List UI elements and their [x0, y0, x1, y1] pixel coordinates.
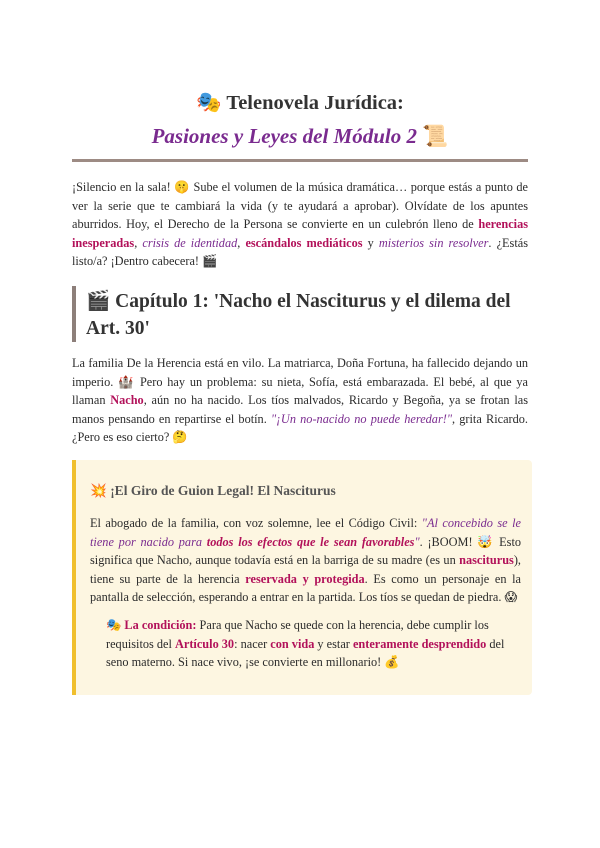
text: El abogado de la familia, con voz solemne, lee el Código Civil: — [90, 516, 422, 530]
castle-icon: 🏰 — [118, 374, 136, 389]
text: del seno materno. Si nace vivo, ¡se convierte en millonario! — [106, 636, 505, 669]
theater-masks-icon: 🎭 — [106, 618, 122, 632]
callout-title-text: ¡El Giro de Guion Legal! El Nasciturus — [110, 483, 336, 498]
italic-crisis: crisis de identidad — [142, 235, 238, 250]
text: Pero hay un problema: su nieta, Sofía, está embarazada. El bebé, al que ya llaman — [72, 374, 528, 407]
title-divider — [72, 159, 528, 162]
text: . ¿Estás listo/a? ¡Dentro cabecera! — [72, 235, 528, 268]
text: : nacer — [234, 636, 271, 651]
title-line-1 — [72, 88, 528, 117]
highlight-desprendido: enteramente desprendido — [352, 636, 487, 651]
highlight-reservada: reservada y protegida — [245, 571, 365, 586]
condition-note — [106, 616, 521, 672]
chapter-heading — [72, 286, 532, 342]
text: Esto significa que Nacho, aunque todavía está en la barriga de su madre (es un — [90, 534, 522, 567]
italic-misterios: misterios sin resolver — [378, 235, 489, 250]
text: , grita Ricardo. ¿Pero es eso cierto? — [72, 411, 528, 444]
title-text-2: Pasiones y Leyes del Módulo 2 — [151, 124, 417, 148]
clapper-board-icon: 🎬 — [86, 289, 111, 312]
screaming-face-icon: 😱 — [504, 590, 518, 604]
highlight-con-vida: con vida — [270, 636, 315, 651]
text: y — [362, 235, 379, 250]
highlight-nacho: Nacho — [110, 393, 144, 407]
highlight-articulo-30: Artículo 30 — [175, 636, 235, 651]
text: . Es como un personaje en la pantalla de selección, esperando a entrar en la partida. Los tíos se quedan de piedra. — [90, 571, 521, 604]
text: , — [237, 235, 246, 250]
text: , — [134, 235, 143, 250]
scroll-icon: 📜 — [422, 124, 449, 148]
exploding-head-icon: 🤯 — [477, 534, 495, 549]
title-line-2 — [72, 121, 528, 151]
thinking-face-icon: 🤔 — [172, 430, 188, 444]
theater-masks-icon: 🎭 — [196, 90, 222, 114]
chapter-title — [86, 287, 522, 342]
text: ), tiene su parte de la herencia — [90, 553, 521, 586]
italic-quote-close: " — [414, 534, 420, 549]
text: y estar — [314, 636, 353, 651]
shushing-face-icon: 🤫 — [174, 180, 190, 194]
italic-code-quote: "Al concebido se le tiene por nacido para — [90, 516, 521, 549]
text: Sube el volumen de la música dramática… porque estás a punto de ver la serie que te cambiará la vida (y te ayudará a aprobar). Olvídate de los apuntes aburridos. Hoy, el Derecho de la Persona se convierte en un culebrón lleno de — [72, 180, 528, 231]
intro-paragraph — [72, 178, 528, 271]
text: Para que Nacho se quede con la herencia, debe cumplir los requisitos del — [106, 618, 489, 651]
text: . ¡BOOM! — [419, 534, 478, 549]
bold-italic-efectos: todos los efectos que le sean favorables — [206, 534, 415, 549]
callout-title — [90, 483, 336, 499]
highlight-escandalos: escándalos mediáticos — [245, 235, 363, 250]
callout-paragraph — [90, 514, 521, 607]
title-text-1: Telenovela Jurídica: — [226, 92, 404, 114]
story-paragraph — [72, 354, 528, 447]
legal-twist-callout — [72, 460, 532, 695]
text: ¡Silencio en la sala! — [72, 180, 175, 194]
money-bag-icon: 💰 — [384, 655, 400, 669]
text: La familia De la Herencia está en vilo. La matriarca, Doña Fortuna, ha fallecido dejando un imperio. — [72, 356, 528, 389]
highlight-herencias: herencias inesperadas — [72, 217, 528, 250]
page-title — [72, 88, 528, 151]
condition-label: La condición: — [124, 618, 197, 632]
text: , aún no ha nacido. Los tíos malvados, Ricardo y Begoña, ya se frotan las manos pensando en repartirse el botín. — [72, 393, 528, 426]
clapper-board-icon: 🎬 — [202, 254, 218, 268]
chapter-title-text: Capítulo 1: 'Nacho el Nasciturus y el dilema del Art. 30' — [86, 291, 511, 339]
italic-quote-ricardo: "¡Un no-nacido no puede heredar!" — [270, 411, 452, 426]
collision-icon: 💥 — [90, 483, 107, 499]
highlight-nasciturus: nasciturus — [459, 553, 514, 567]
